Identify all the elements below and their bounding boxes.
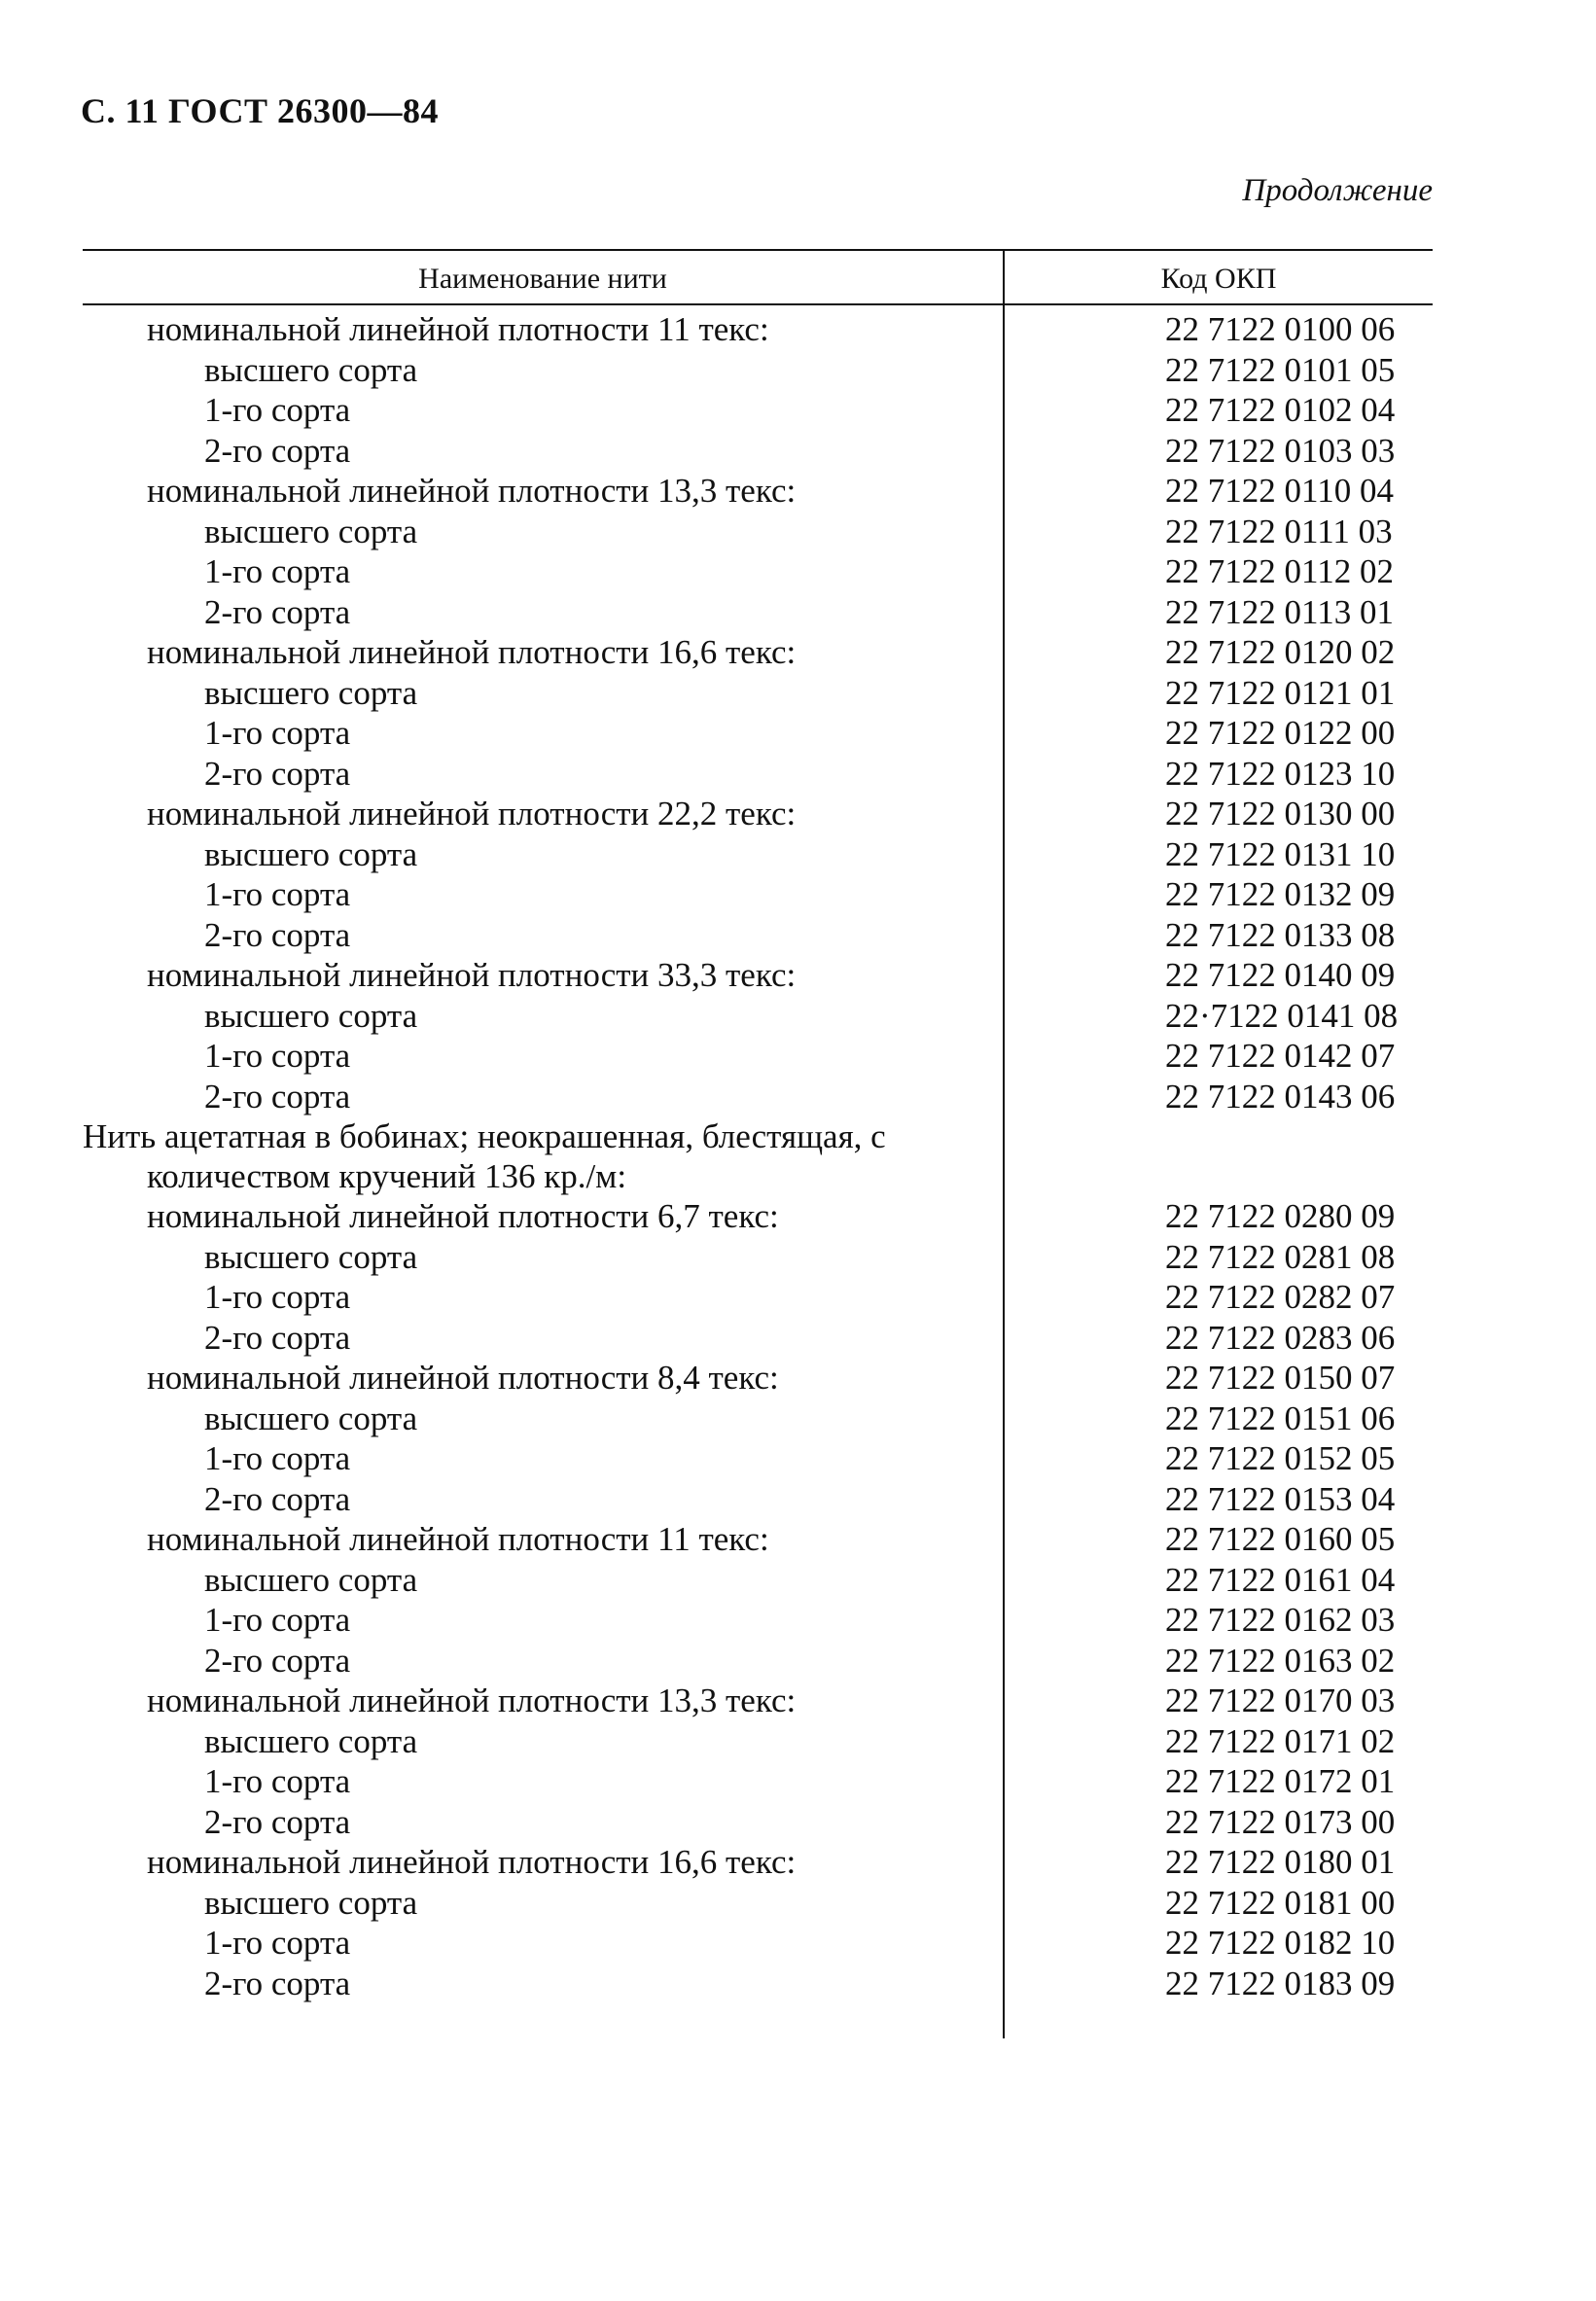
table-row [83,1358,1433,1398]
okp-code-cell: 22 7122 0112 02 [1165,552,1394,590]
continuation-label: Продолжение [1242,173,1433,208]
okp-code-cell: 22 7122 0142 07 [1165,1037,1396,1075]
thread-name-cell: номинальной линейной плотности 8,4 текс: [147,1359,779,1397]
thread-name-cell: 2-го сорта [204,1077,351,1115]
okp-code-cell: 22 7122 0100 06 [1165,310,1396,348]
okp-code-cell: 22 7122 0151 06 [1165,1398,1396,1437]
okp-code-cell: 22 7122 0123 10 [1165,754,1396,793]
table-row [83,1721,1433,1762]
table-row [83,632,1433,673]
thread-name-cell: 2-го сорта [204,1318,351,1357]
thread-name-cell: 2-го сорта [204,592,351,631]
table-row [83,512,1433,552]
table-row [83,309,1433,350]
table-row [83,1077,1433,1117]
okp-code-cell: 22 7122 0182 10 [1165,1924,1396,1962]
thread-name-cell: 2-го сорта [204,1964,351,2002]
table-row [83,955,1433,996]
okp-code-cell: 22 7122 0173 00 [1165,1802,1396,1841]
thread-name-cell: высшего сорта [204,1721,418,1760]
table-row [83,1802,1433,1843]
thread-name-cell: 1-го сорта [204,1278,351,1316]
thread-name-cell: номинальной линейной плотности 11 текс: [147,310,769,348]
thread-name-cell: номинальной линейной плотности 22,2 текс: [147,795,797,832]
okp-code-cell: 22 7122 0103 03 [1165,431,1396,470]
table-row [83,390,1433,431]
table-row [83,1519,1433,1560]
okp-code-cell: 22 7122 0163 02 [1165,1641,1396,1680]
thread-name-cell: высшего сорта [204,350,418,389]
okp-code-cell: 22 7122 0180 01 [1165,1843,1396,1881]
table-row [83,592,1433,633]
okp-code-cell: 22 7122 0113 01 [1165,592,1394,631]
thread-name-cell: номинальной линейной плотности 11 текс: [147,1520,769,1558]
okp-code-cell: 22 7122 0162 03 [1165,1601,1396,1639]
table-row [83,874,1433,915]
table-body [83,309,1433,2003]
table-row [83,1398,1433,1439]
thread-name-cell: высшего сорта [204,512,418,550]
okp-code-cell: 22 7122 0130 00 [1165,795,1396,832]
table-row [83,1761,1433,1802]
table-row [83,431,1433,472]
okp-code-cell: 22 7122 0122 00 [1165,714,1396,752]
table-row [83,1964,1433,2004]
thread-name-cell: 1-го сорта [204,391,351,429]
column-header-code: Код ОКП [1160,263,1277,295]
okp-code-cell: 22 7122 0171 02 [1165,1721,1396,1760]
table-top-rule [83,249,1433,251]
okp-code-cell: 22 7122 0133 08 [1165,915,1396,954]
okp-code-cell: 22 7122 0283 06 [1165,1318,1396,1357]
thread-name-cell: 1-го сорта [204,1924,351,1962]
thread-name-cell: 1-го сорта [204,1037,351,1075]
table-row [83,1560,1433,1601]
table-row [83,1641,1433,1682]
thread-name-cell: 2-го сорта [204,1802,351,1841]
thread-name-cell: высшего сорта [204,834,418,873]
table-row [83,754,1433,795]
table-row [83,915,1433,956]
thread-name-cell: 1-го сорта [204,1601,351,1639]
thread-name-cell: высшего сорта [204,996,418,1035]
okp-code-cell: 22 7122 0181 00 [1165,1883,1396,1922]
okp-code-cell: 22 7122 0183 09 [1165,1964,1396,2002]
okp-code-cell: 22 7122 0280 09 [1165,1197,1396,1235]
thread-name-cell: номинальной линейной плотности 33,3 текс: [147,956,797,994]
okp-code-cell: 22 7122 0121 01 [1165,673,1396,712]
table-row [83,1479,1433,1520]
table-row [83,1036,1433,1077]
column-header-name: Наименование нити [418,263,667,295]
table-row [83,1883,1433,1924]
table-row [83,1277,1433,1318]
thread-name-cell: высшего сорта [204,1883,418,1922]
thread-name-cell: Нить ацетатная в бобинах; неокрашенная, блестящая, с количеством кручений 136 кр./м: [83,1117,886,1195]
thread-name-cell: 2-го сорта [204,754,351,793]
thread-name-cell: номинальной линейной плотности 13,3 текс: [147,1682,797,1719]
thread-name-cell: 2-го сорта [204,431,351,470]
okp-code-cell: 22 7122 0281 08 [1165,1237,1396,1276]
thread-name-cell: 1-го сорта [204,1439,351,1477]
okp-code-cell: 22 7122 0140 09 [1165,956,1396,994]
thread-name-cell: высшего сорта [204,1398,418,1437]
okp-code-cell: 22 7122 0110 04 [1165,472,1394,510]
table-row [83,794,1433,834]
okp-code-cell: 22 7122 0101 05 [1165,350,1396,389]
okp-code-cell: 22 7122 0160 05 [1165,1520,1396,1558]
table-row [83,673,1433,714]
thread-name-cell: 2-го сорта [204,915,351,954]
thread-name-cell: 2-го сорта [204,1641,351,1680]
header-rule [83,303,1433,305]
table-row [83,471,1433,512]
table-row [83,1196,1433,1237]
okp-code-cell: 22 7122 0172 01 [1165,1762,1396,1800]
table-row [83,713,1433,754]
table-row [83,350,1433,391]
okp-code-cell: 22 7122 0150 07 [1165,1359,1396,1397]
page-header: С. 11 ГОСТ 26300—84 [81,91,439,130]
table-row [83,1681,1433,1721]
table-row [83,1438,1433,1479]
thread-name-cell: высшего сорта [204,673,418,712]
thread-name-cell: 1-го сорта [204,875,351,913]
thread-name-cell: высшего сорта [204,1237,418,1276]
thread-name-cell: 2-го сорта [204,1479,351,1518]
table-row [83,834,1433,875]
thread-name-cell: 1-го сорта [204,1762,351,1800]
table-row [83,1116,1433,1196]
table-row [83,1923,1433,1964]
okp-code-cell: 22·7122 0141 08 [1165,996,1399,1035]
table-row [83,551,1433,592]
table-row [83,1237,1433,1278]
table-row [83,1600,1433,1641]
okp-code-cell: 22 7122 0102 04 [1165,391,1396,429]
okp-code-cell: 22 7122 0111 03 [1165,512,1393,550]
okp-code-cell: 22 7122 0152 05 [1165,1439,1396,1477]
okp-code-cell: 22 7122 0120 02 [1165,633,1396,671]
thread-name-cell: 1-го сорта [204,714,351,752]
okp-code-cell: 22 7122 0132 09 [1165,875,1396,913]
okp-code-cell: 22 7122 0161 04 [1165,1560,1396,1599]
table-row [83,996,1433,1037]
okp-code-cell: 22 7122 0153 04 [1165,1479,1396,1518]
thread-name-cell: высшего сорта [204,1560,418,1599]
okp-code-cell: 22 7122 0282 07 [1165,1278,1396,1316]
thread-name-cell: номинальной линейной плотности 13,3 текс: [147,472,797,510]
thread-name-cell: номинальной линейной плотности 6,7 текс: [147,1197,779,1235]
thread-name-cell: номинальной линейной плотности 16,6 текс: [147,1843,797,1881]
thread-name-cell: номинальной линейной плотности 16,6 текс: [147,633,797,671]
table-row [83,1318,1433,1359]
okp-code-cell: 22 7122 0170 03 [1165,1682,1396,1719]
okp-code-cell: 22 7122 0131 10 [1165,834,1396,873]
thread-name-cell: 1-го сорта [204,552,351,590]
table-row [83,1842,1433,1883]
okp-code-cell: 22 7122 0143 06 [1165,1077,1396,1115]
